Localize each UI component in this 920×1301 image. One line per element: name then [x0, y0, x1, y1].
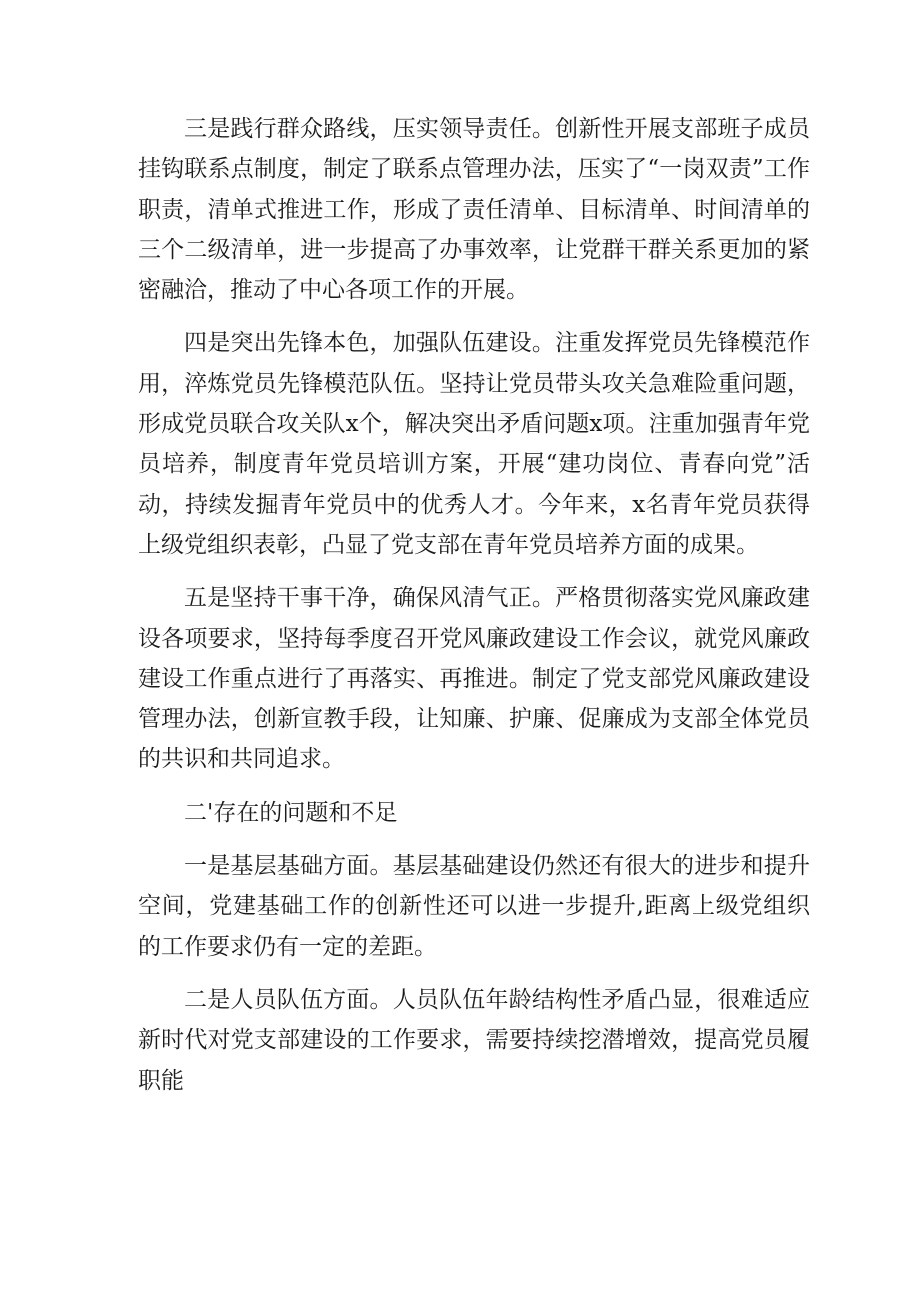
section-heading-problems: 二'存在的问题和不足: [184, 799, 398, 826]
document-page: [138, 109, 810, 1101]
paragraph-team-building: 四是突出先锋本色，加强队伍建设。注重发挥党员先锋模范作用，淬炼党员先锋模范队伍。坚持让党员带头攻关急难险重问题，形成党员联合攻关队x个，解决突出矛盾问题x项。注重加强青年党员培养，制度青年党员培训方案，开展“建功岗位、青春向党”活动，持续发掘青年党员中的优秀人才。今年来，x名青年党员获得上级党组织表彰，凸显了党支部在青年党员培养方面的成果。: [138, 330, 810, 558]
paragraph-leadership-responsibility: 三是践行群众路线，压实领导责任。创新性开展支部班子成员挂钩联系点制度，制定了联系点管理办法，压实了“一岗双责”工作职责，清单式推进工作，形成了责任清单、目标清单、时间清单的三个二级清单，进一步提高了办事效率，让党群干群关系更加的紧密融洽，推动了中心各项工作的开展。: [138, 116, 810, 304]
paragraph-personnel-team: 二是人员队伍方面。人员队伍年龄结构性矛盾凸显，很难适应新时代对党支部建设的工作要求，需要持续挖潜增效，提高党员履职能: [138, 986, 810, 1094]
paragraph-integrity: 五是坚持干事干净，确保风清气正。严格贯彻落实党风廉政建设各项要求，坚持每季度召开党风廉政建设工作会议，就党风廉政建设工作重点进行了再落实、再推进。制定了党支部党风廉政建设管理办法，创新宣教手段，让知廉、护廉、促廉成为支部全体党员的共识和共同追求。: [138, 585, 810, 773]
paragraph-grassroots-foundation: 一是基层基础方面。基层基础建设仍然还有很大的进步和提升空间，党建基础工作的创新性还可以进一步提升,距离上级党组织的工作要求仍有一定的差距。: [138, 853, 810, 960]
